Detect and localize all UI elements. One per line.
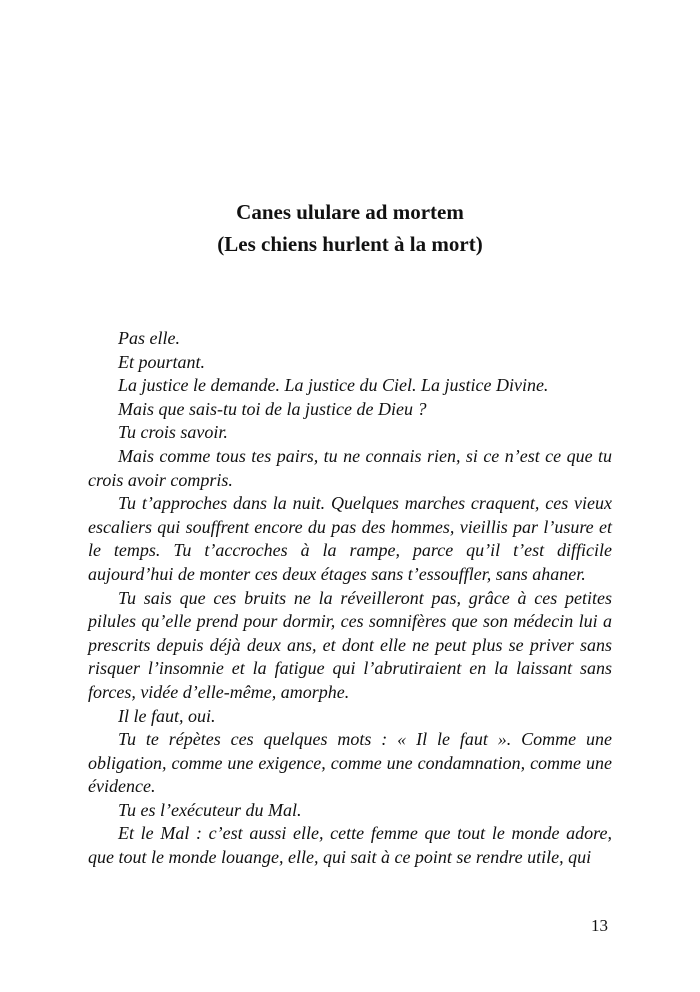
paragraph: Tu sais que ces bruits ne la réveilleront pas, grâce à ces petites pilules qu’elle prend pour dormir, ces somnifères que son médecin lui a prescrits depuis déjà deux ans, et dont elle ne peut plus se priver sans risquer l’insomnie et la fatigue qui l’abrutiraient en la laissant sans forces, vidée d’elle-même, amorphe. — [88, 587, 612, 702]
chapter-title — [0, 196, 700, 260]
chapter-title-latin: Canes ululare ad mortem — [236, 200, 464, 224]
paragraph: Mais comme tous tes pairs, tu ne connais rien, si ce n’est ce que tu crois avoir compris. — [88, 445, 612, 490]
chapter-body — [88, 327, 612, 870]
paragraph: Mais que sais-tu toi de la justice de Dieu ? — [118, 398, 427, 419]
chapter-title-french: (Les chiens hurlent à la mort) — [217, 232, 483, 256]
paragraph: Pas elle. — [118, 328, 180, 348]
paragraph: Tu crois savoir. — [118, 422, 228, 443]
page-number: 13 — [591, 916, 608, 935]
paragraph: Et pourtant. — [118, 351, 206, 372]
paragraph: Tu te répètes ces quelques mots : « Il le faut ». Comme une obligation, comme une exigence, comme une condamnation, comme une évidence. — [88, 729, 612, 797]
paragraph: Tu t’approches dans la nuit. Quelques marches craquent, ces vieux escaliers qui souffrent encore du pas des hommes, vieillis par l’usure et le temps. Tu t’accroches à la rampe, parce qu’il t’est difficile aujourd’hui de monter ces deux étages sans t’essouffler, sans ahaner. — [88, 493, 612, 584]
paragraph: La justice le demande. La justice du Ciel. La justice Divine. — [118, 375, 549, 396]
paragraph: Tu es l’exécuteur du Mal. — [118, 799, 302, 820]
paragraph: Et le Mal : c’est aussi elle, cette femme que tout le monde adore, que tout le monde louange, elle, qui sait à ce point se rendre utile, qui — [88, 823, 612, 868]
paragraph: Il le faut, oui. — [118, 705, 216, 726]
